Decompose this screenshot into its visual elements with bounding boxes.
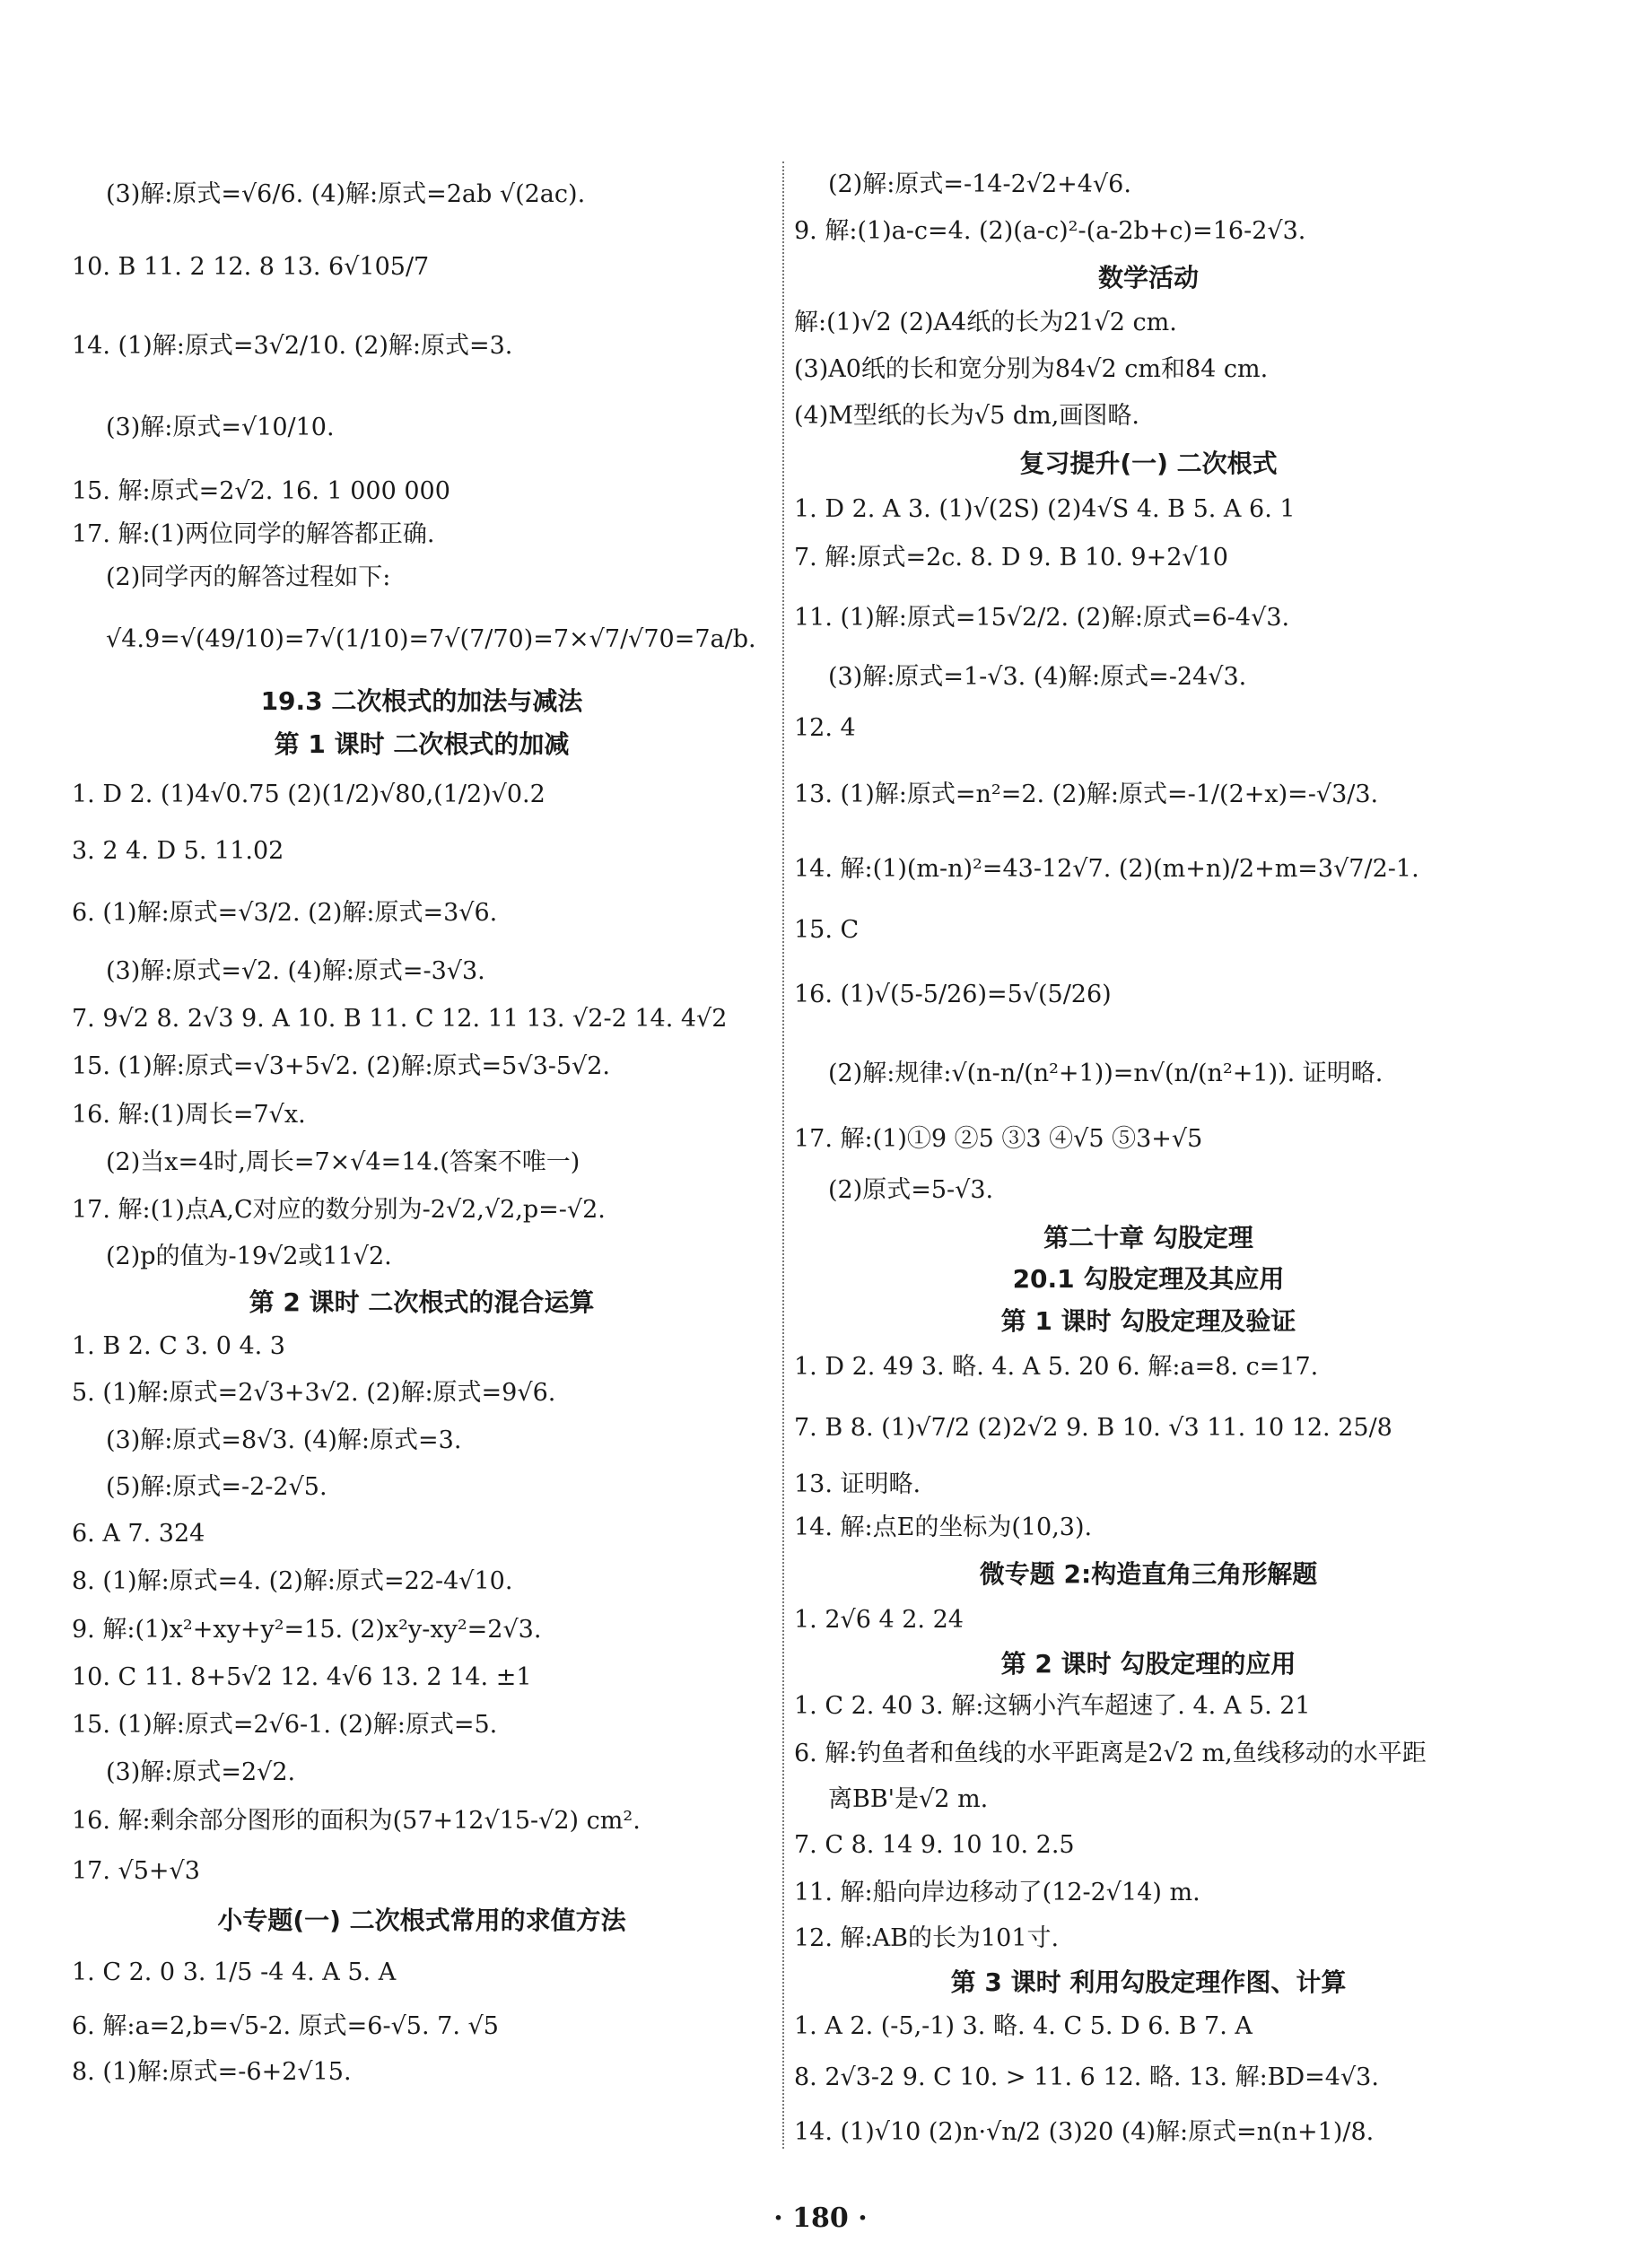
- answer-line: 7. 9√2 8. 2√3 9. A 10. B 11. C 12. 11 13. √2-2 14. 4√2: [72, 1005, 728, 1034]
- answer-line: 17. 解:(1)①9 ②5 ③3 ④√5 ⑤3+√5: [794, 1125, 1203, 1154]
- answer-line: 7. 解:原式=2c. 8. D 9. B 10. 9+2√10: [794, 544, 1228, 572]
- answer-line: (3)解:原式=√10/10.: [106, 414, 335, 442]
- answer-line: 17. 解:(1)两位同学的解答都正确.: [72, 520, 435, 549]
- section-heading: 第 2 课时 勾股定理的应用: [1000, 1648, 1296, 1679]
- answer-line: 16. 解:(1)周长=7√x.: [72, 1101, 306, 1130]
- page-number: · 180 ·: [773, 2203, 868, 2234]
- answer-line: (3)解:原式=√6/6. (4)解:原式=2ab √(2ac).: [106, 180, 586, 209]
- answer-line: 15. C: [794, 916, 860, 945]
- section-heading: 微专题 2:构造直角三角形解题: [979, 1558, 1318, 1589]
- section-heading: 第二十章 勾股定理: [1043, 1222, 1253, 1252]
- answer-line: 15. (1)解:原式=√3+5√2. (2)解:原式=5√3-5√2.: [72, 1052, 611, 1081]
- answer-line: (3)解:原式=1-√3. (4)解:原式=-24√3.: [828, 663, 1247, 692]
- answer-line: 1. C 2. 0 3. 1/5 -4 4. A 5. A: [72, 1958, 397, 1987]
- section-heading: 20.1 勾股定理及其应用: [1012, 1263, 1285, 1294]
- section-heading: 第 3 课时 利用勾股定理作图、计算: [950, 1967, 1347, 1997]
- answer-line: 1. 2√6 4 2. 24: [794, 1606, 964, 1635]
- answer-line: 14. 解:点E的坐标为(10,3).: [794, 1513, 1093, 1542]
- section-heading: 19.3 二次根式的加法与减法: [260, 685, 583, 716]
- answer-line: 14. (1)解:原式=3√2/10. (2)解:原式=3.: [72, 332, 513, 361]
- answer-line: (5)解:原式=-2-2√5.: [106, 1473, 327, 1502]
- answer-line: 17. √5+√3: [72, 1857, 200, 1886]
- answer-line: 6. (1)解:原式=√3/2. (2)解:原式=3√6.: [72, 899, 498, 928]
- answer-line: 5. (1)解:原式=2√3+3√2. (2)解:原式=9√6.: [72, 1379, 556, 1408]
- section-heading: 复习提升(一) 二次根式: [1019, 448, 1278, 478]
- answer-line: 11. 解:船向岸边移动了(12-2√14) m.: [794, 1879, 1200, 1907]
- answer-line: (2)原式=5-√3.: [828, 1176, 994, 1205]
- section-heading: 第 1 课时 勾股定理及验证: [1000, 1305, 1296, 1336]
- section-heading: 小专题(一) 二次根式常用的求值方法: [217, 1905, 626, 1935]
- section-heading: 数学活动: [1097, 262, 1199, 292]
- answer-line: 11. (1)解:原式=15√2/2. (2)解:原式=6-4√3.: [794, 604, 1290, 632]
- answer-line: 8. 2√3-2 9. C 10. > 11. 6 12. 略. 13. 解:BD=4√3.: [794, 2063, 1379, 2092]
- answer-line: 9. 解:(1)a-c=4. (2)(a-c)²-(a-2b+c)=16-2√3.: [794, 217, 1306, 246]
- column-divider: [782, 161, 785, 2149]
- answer-line: (2)p的值为-19√2或11√2.: [106, 1243, 392, 1271]
- answer-line: 10. B 11. 2 12. 8 13. 6√105/7: [72, 253, 430, 282]
- answer-line: 14. 解:(1)(m-n)²=43-12√7. (2)(m+n)/2+m=3√7/2-1.: [794, 855, 1419, 884]
- answer-line: 1. D 2. 49 3. 略. 4. A 5. 20 6. 解:a=8. c=17.: [794, 1353, 1319, 1382]
- answer-line: (4)M型纸的长为√5 dm,画图略.: [794, 402, 1139, 431]
- answer-line: 解:(1)√2 (2)A4纸的长为21√2 cm.: [794, 309, 1177, 337]
- answer-line: 6. A 7. 324: [72, 1520, 205, 1548]
- answer-line: 1. C 2. 40 3. 解:这辆小汽车超速了. 4. A 5. 21: [794, 1692, 1311, 1721]
- answer-line: 16. (1)√(5-5/26)=5√(5/26): [794, 981, 1112, 1009]
- answer-line: 13. 证明略.: [794, 1470, 921, 1499]
- answer-line: (3)解:原式=√2. (4)解:原式=-3√3.: [106, 957, 485, 986]
- answer-line: 6. 解:钓鱼者和鱼线的水平距离是2√2 m,鱼线移动的水平距: [794, 1740, 1427, 1768]
- right-column: [794, 161, 1503, 2160]
- section-heading: 第 1 课时 二次根式的加减: [274, 728, 570, 759]
- answer-line: 10. C 11. 8+5√2 12. 4√6 13. 2 14. ±1: [72, 1663, 532, 1692]
- answer-line: (2)同学丙的解答过程如下:: [106, 563, 391, 592]
- answer-line: 8. (1)解:原式=-6+2√15.: [72, 2058, 352, 2087]
- answer-line: 15. 解:原式=2√2. 16. 1 000 000: [72, 477, 450, 506]
- answer-line: (2)解:原式=-14-2√2+4√6.: [828, 170, 1131, 199]
- answer-line: 12. 4: [794, 714, 856, 743]
- answer-line: 14. (1)√10 (2)n·√n/2 (3)20 (4)解:原式=n(n+1)/8.: [794, 2118, 1375, 2147]
- answer-line: 3. 2 4. D 5. 11.02: [72, 837, 284, 866]
- answer-line: 7. B 8. (1)√7/2 (2)2√2 9. B 10. √3 11. 10 12. 25/8: [794, 1414, 1392, 1443]
- answer-line: 13. (1)解:原式=n²=2. (2)解:原式=-1/(2+x)=-√3/3.: [794, 781, 1379, 809]
- left-column: [72, 161, 772, 2094]
- answer-line: 1. D 2. A 3. (1)√(2S) (2)4√S 4. B 5. A 6. 1: [794, 495, 1296, 524]
- answer-line: 17. 解:(1)点A,C对应的数分别为-2√2,√2,p=-√2.: [72, 1196, 606, 1225]
- answer-line: (2)当x=4时,周长=7×√4=14.(答案不唯一): [106, 1148, 580, 1177]
- answer-line: 6. 解:a=2,b=√5-2. 原式=6-√5. 7. √5: [72, 2012, 499, 2041]
- answer-line: 8. (1)解:原式=4. (2)解:原式=22-4√10.: [72, 1567, 513, 1596]
- answer-line: (3)A0纸的长和宽分别为84√2 cm和84 cm.: [794, 355, 1269, 384]
- answer-line: 1. B 2. C 3. 0 4. 3: [72, 1332, 285, 1361]
- answer-line: 12. 解:AB的长为101寸.: [794, 1924, 1060, 1953]
- answer-line: 16. 解:剩余部分图形的面积为(57+12√15-√2) cm².: [72, 1807, 641, 1836]
- answer-line: 1. D 2. (1)4√0.75 (2)(1/2)√80,(1/2)√0.2: [72, 781, 546, 809]
- answer-line: 离BB'是√2 m.: [828, 1785, 989, 1814]
- answer-line: 7. C 8. 14 9. 10 10. 2.5: [794, 1831, 1075, 1860]
- section-heading: 第 2 课时 二次根式的混合运算: [249, 1287, 595, 1317]
- answer-line: (3)解:原式=2√2.: [106, 1758, 296, 1787]
- answer-line: 9. 解:(1)x²+xy+y²=15. (2)x²y-xy²=2√3.: [72, 1616, 542, 1644]
- answer-line: 15. (1)解:原式=2√6-1. (2)解:原式=5.: [72, 1711, 498, 1740]
- answer-line: √4.9=√(49/10)=7√(1/10)=7√(7/70)=7×√7/√70=7a/b.: [106, 625, 756, 654]
- answer-line: (3)解:原式=8√3. (4)解:原式=3.: [106, 1426, 462, 1455]
- answer-line: (2)解:规律:√(n-n/(n²+1))=n√(n/(n²+1)). 证明略.: [828, 1060, 1384, 1088]
- answer-line: 1. A 2. (-5,-1) 3. 略. 4. C 5. D 6. B 7. A: [794, 2012, 1253, 2041]
